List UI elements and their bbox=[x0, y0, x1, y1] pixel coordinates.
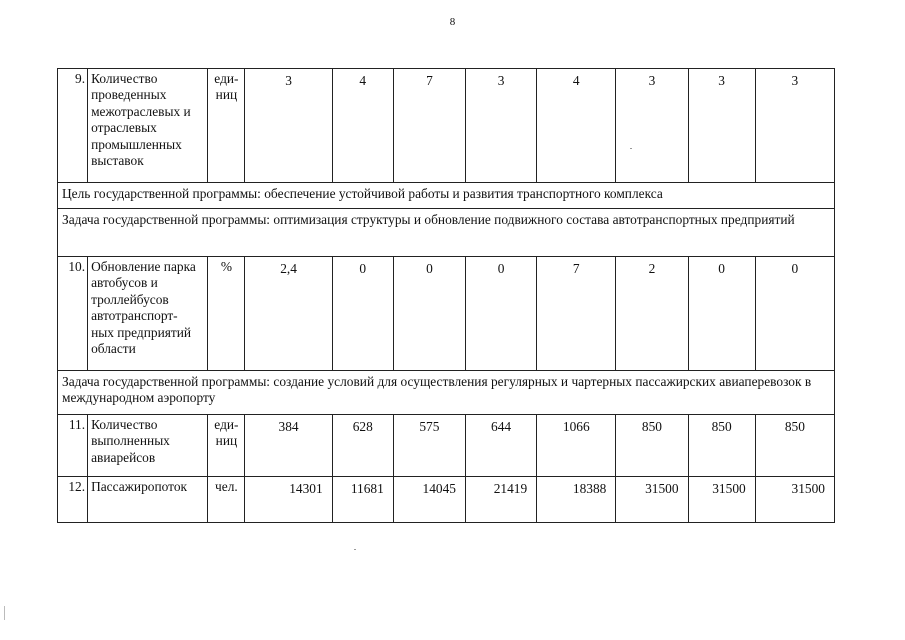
indicator-name: Количество выполненных авиарейсов bbox=[88, 415, 208, 477]
table-row bbox=[58, 257, 835, 371]
table-row bbox=[58, 415, 835, 477]
scan-speck bbox=[354, 549, 356, 550]
unit-cell: чел. bbox=[208, 477, 245, 523]
value-cell: 14301 bbox=[245, 477, 332, 523]
section-row bbox=[58, 371, 835, 415]
program-task: Задача государственной программы: оптимизация структуры и обновление подвижного состава автотранспортных предприятий bbox=[58, 209, 835, 257]
value-cell: 628 bbox=[332, 415, 393, 477]
indicator-name: Пассажиропоток bbox=[88, 477, 208, 523]
indicator-name: Обновление парка автобусов и троллейбусов автотранспорт- ных предприятий области bbox=[88, 257, 208, 371]
value-cell: 0 bbox=[332, 257, 393, 371]
value-cell: 644 bbox=[466, 415, 537, 477]
value-cell: 384 bbox=[245, 415, 332, 477]
value-cell: 14045 bbox=[393, 477, 465, 523]
value-cell: 2 bbox=[616, 257, 688, 371]
indicators-table bbox=[57, 68, 835, 523]
scan-speck bbox=[630, 148, 632, 149]
value-cell: 3 bbox=[616, 69, 688, 183]
value-cell: 4 bbox=[332, 69, 393, 183]
value-cell: 0 bbox=[688, 257, 755, 371]
value-cell: 0 bbox=[755, 257, 834, 371]
value-cell: 31500 bbox=[755, 477, 834, 523]
row-number: 11. bbox=[58, 415, 88, 477]
value-cell: 0 bbox=[393, 257, 465, 371]
value-cell: 31500 bbox=[616, 477, 688, 523]
section-row bbox=[58, 209, 835, 257]
section-row bbox=[58, 183, 835, 209]
value-cell: 850 bbox=[688, 415, 755, 477]
indicator-name: Количество проведенных межотраслевых и отраслевых промышленных выставок bbox=[88, 69, 208, 183]
value-cell: 850 bbox=[616, 415, 688, 477]
value-cell: 4 bbox=[537, 69, 616, 183]
value-cell: 0 bbox=[466, 257, 537, 371]
value-cell: 7 bbox=[537, 257, 616, 371]
page-number: 8 bbox=[449, 16, 456, 28]
value-cell: 1066 bbox=[537, 415, 616, 477]
program-goal: Цель государственной программы: обеспечение устойчивой работы и развития транспортного комплекса bbox=[58, 183, 835, 209]
value-cell: 3 bbox=[688, 69, 755, 183]
value-cell: 850 bbox=[755, 415, 834, 477]
row-number: 10. bbox=[58, 257, 88, 371]
row-number: 12. bbox=[58, 477, 88, 523]
value-cell: 3 bbox=[755, 69, 834, 183]
value-cell: 7 bbox=[393, 69, 465, 183]
value-cell: 2,4 bbox=[245, 257, 332, 371]
program-task: Задача государственной программы: создание условий для осуществления регулярных и чартерных пассажирских авиаперевозок в международном аэропорту bbox=[58, 371, 835, 415]
value-cell: 31500 bbox=[688, 477, 755, 523]
scan-speck bbox=[4, 606, 5, 620]
value-cell: 21419 bbox=[466, 477, 537, 523]
unit-cell: еди- ниц bbox=[208, 415, 245, 477]
value-cell: 3 bbox=[466, 69, 537, 183]
table-row bbox=[58, 69, 835, 183]
unit-cell: еди- ниц bbox=[208, 69, 245, 183]
value-cell: 575 bbox=[393, 415, 465, 477]
table-row bbox=[58, 477, 835, 523]
unit-cell: % bbox=[208, 257, 245, 371]
value-cell: 11681 bbox=[332, 477, 393, 523]
value-cell: 18388 bbox=[537, 477, 616, 523]
row-number: 9. bbox=[58, 69, 88, 183]
value-cell: 3 bbox=[245, 69, 332, 183]
